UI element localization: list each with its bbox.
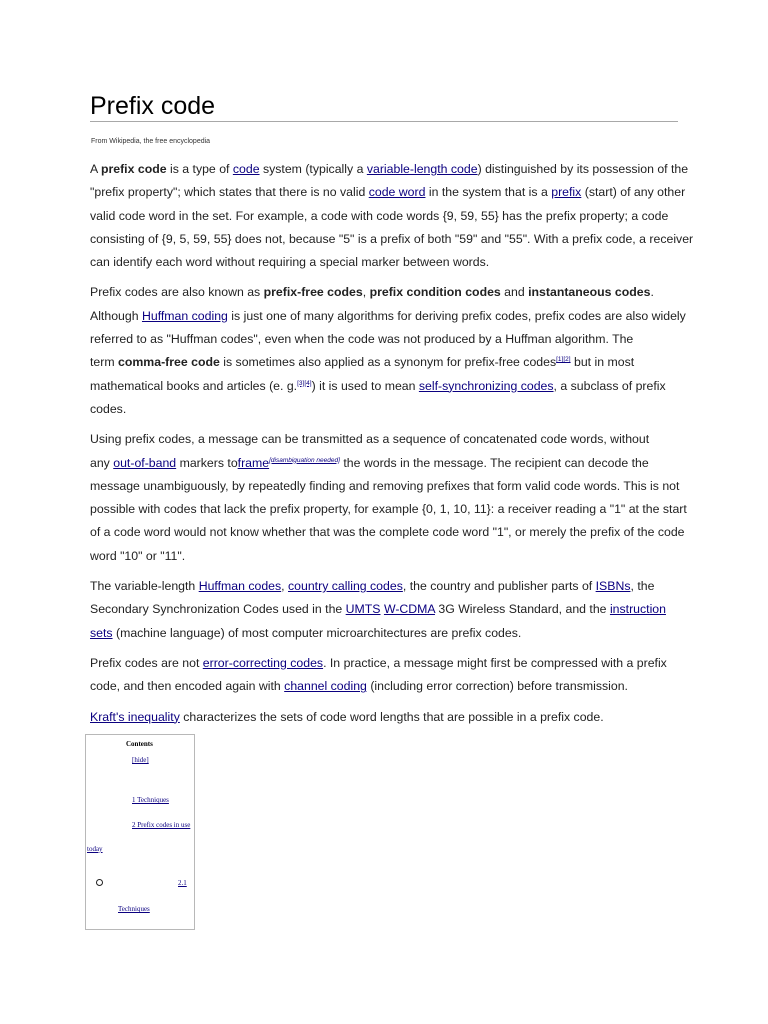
link-code[interactable]: code [232, 162, 260, 176]
link-instruction-sets[interactable]: instruction [609, 602, 666, 617]
text: , [362, 285, 370, 300]
link-prefix[interactable]: prefix [551, 185, 582, 200]
citation-3-4[interactable]: [3][4] [297, 379, 312, 387]
paragraph-kraft [90, 706, 680, 729]
term-prefix-code: prefix code [100, 162, 167, 176]
text: 3G Wireless Standard, and the [434, 602, 610, 617]
text: Although [90, 308, 142, 323]
term-comma-free: comma-free code [118, 355, 220, 370]
text: . In practice, a message might first be compressed with a prefix [323, 655, 667, 670]
link-instruction-sets-cont[interactable]: sets [90, 625, 113, 640]
paragraph-examples [90, 575, 680, 645]
text: system (typically a [259, 162, 367, 176]
term-prefix-free: prefix-free codes [263, 285, 363, 300]
toc-title: Contents [126, 740, 153, 748]
text: . [650, 285, 654, 300]
text: ) distinguished by its possession of the [477, 162, 689, 176]
toc-hide-link[interactable]: [hide] [132, 756, 149, 764]
title-divider [90, 121, 678, 122]
text: code, and then encoded again with [90, 679, 285, 694]
toc-bullet-icon [96, 879, 103, 886]
text: Prefix codes are also known as [90, 285, 264, 300]
link-isbns[interactable]: ISBNs [595, 579, 631, 594]
text: , the [630, 579, 655, 594]
link-code-word[interactable]: code word [368, 185, 426, 200]
paragraph-synonyms [90, 281, 686, 421]
paragraph-intro [90, 158, 694, 274]
text: and [500, 285, 529, 300]
toc-subitem-techniques[interactable]: Techniques [118, 905, 150, 913]
text: Prefix codes are not [90, 655, 203, 670]
text-line: word "10" or "11". [90, 548, 186, 563]
text: in the system that is a [425, 185, 552, 200]
link-channel-coding[interactable]: channel coding [284, 679, 367, 694]
text: characterizes the sets of code word lengths that are possible in a prefix code. [179, 709, 604, 724]
toc-item-prefix-codes-in-use-cont[interactable]: today [87, 845, 103, 853]
text: is a type of [166, 162, 233, 176]
link-umts[interactable]: UMTS [345, 602, 381, 617]
text-line: can identify each word without requiring a special marker between words. [90, 255, 490, 270]
text-line: message unambiguously, by repeatedly finding and removing prefixes that form valid code words. This is not [90, 478, 680, 493]
link-krafts-inequality[interactable]: Kraft's inequality [90, 709, 180, 724]
link-huffman-codes[interactable]: Huffman codes [198, 579, 282, 594]
link-variable-length-code[interactable]: variable-length code [366, 162, 478, 176]
text: , a subclass of prefix [553, 378, 666, 393]
link-frame[interactable]: frame [237, 455, 270, 470]
text-line: valid code word in the set. For example, a code with code words {9, 59, 55} has the prefix property; a code [90, 208, 669, 223]
text: is just one of many algorithms for deriving prefix codes, prefix codes are also widely [227, 308, 686, 323]
text: (machine language) of most computer microarchitectures are prefix codes. [112, 625, 522, 640]
text-line: consisting of {9, 5, 59, 55} does not, because "5" is a prefix of both "59" and "55". With a prefix code, a receiver [90, 231, 694, 246]
text: any [90, 455, 114, 470]
text: mathematical books and articles (e. g. [90, 378, 298, 393]
text: The variable-length [90, 579, 199, 594]
link-self-synchronizing-codes[interactable]: self-synchronizing codes [418, 378, 554, 393]
text: "prefix property"; which states that there is no valid [90, 185, 369, 200]
text: A [90, 162, 101, 176]
text-line: possible with codes that lack the prefix property, for example {0, 1, 10, 11}: a receiver reading a "1" at the start [90, 502, 687, 517]
text: markers to [176, 455, 238, 470]
text: (including error correction) before transmission. [366, 679, 628, 694]
text: (start) of any other [581, 185, 686, 200]
link-w-cdma[interactable]: W-CDMA [383, 602, 435, 617]
text: ) it is used to mean [311, 378, 419, 393]
text: is sometimes also applied as a synonym for prefix-free codes [219, 355, 557, 370]
link-out-of-band[interactable]: out-of-band [113, 455, 177, 470]
term-instantaneous: instantaneous codes [528, 285, 651, 300]
site-tagline: From Wikipedia, the free encyclopedia [91, 138, 211, 145]
text: the words in the message. The recipient can decode the [339, 455, 649, 470]
citation-1-2[interactable]: [1][2] [556, 356, 571, 364]
link-huffman-coding[interactable]: Huffman coding [141, 308, 228, 323]
text-line: of a code word would not know whether that was the complete code word "1", or merely the prefix of the code [90, 525, 685, 540]
text-line: codes. [90, 401, 127, 416]
paragraph-error-correction [90, 652, 680, 699]
link-error-correcting-codes[interactable]: error-correcting codes [202, 655, 324, 670]
text-line: referred to as "Huffman codes", even when the code was not produced by a Huffman algorithm. The [90, 332, 634, 347]
text: , the country and publisher parts of [402, 579, 596, 594]
text: , [281, 579, 289, 594]
link-country-calling-codes[interactable]: country calling codes [288, 579, 403, 594]
toc-subitem-number[interactable]: 2.1 [178, 879, 187, 887]
toc-item-techniques[interactable]: 1 Techniques [132, 796, 169, 804]
table-of-contents [85, 734, 195, 930]
text: term [90, 355, 119, 370]
paragraph-transmission [90, 428, 687, 568]
disambiguation-needed-note[interactable]: [disambiguation needed] [269, 456, 340, 464]
term-prefix-condition: prefix condition codes [369, 285, 501, 300]
text-line: Using prefix codes, a message can be transmitted as a sequence of concatenated code words, without [90, 432, 650, 447]
text: Secondary Synchronization Codes used in the [90, 602, 346, 617]
text: but in most [570, 355, 635, 370]
article-body [90, 158, 694, 736]
page-title: Prefix code [90, 92, 216, 120]
toc-item-prefix-codes-in-use[interactable]: 2 Prefix codes in use [132, 821, 191, 829]
